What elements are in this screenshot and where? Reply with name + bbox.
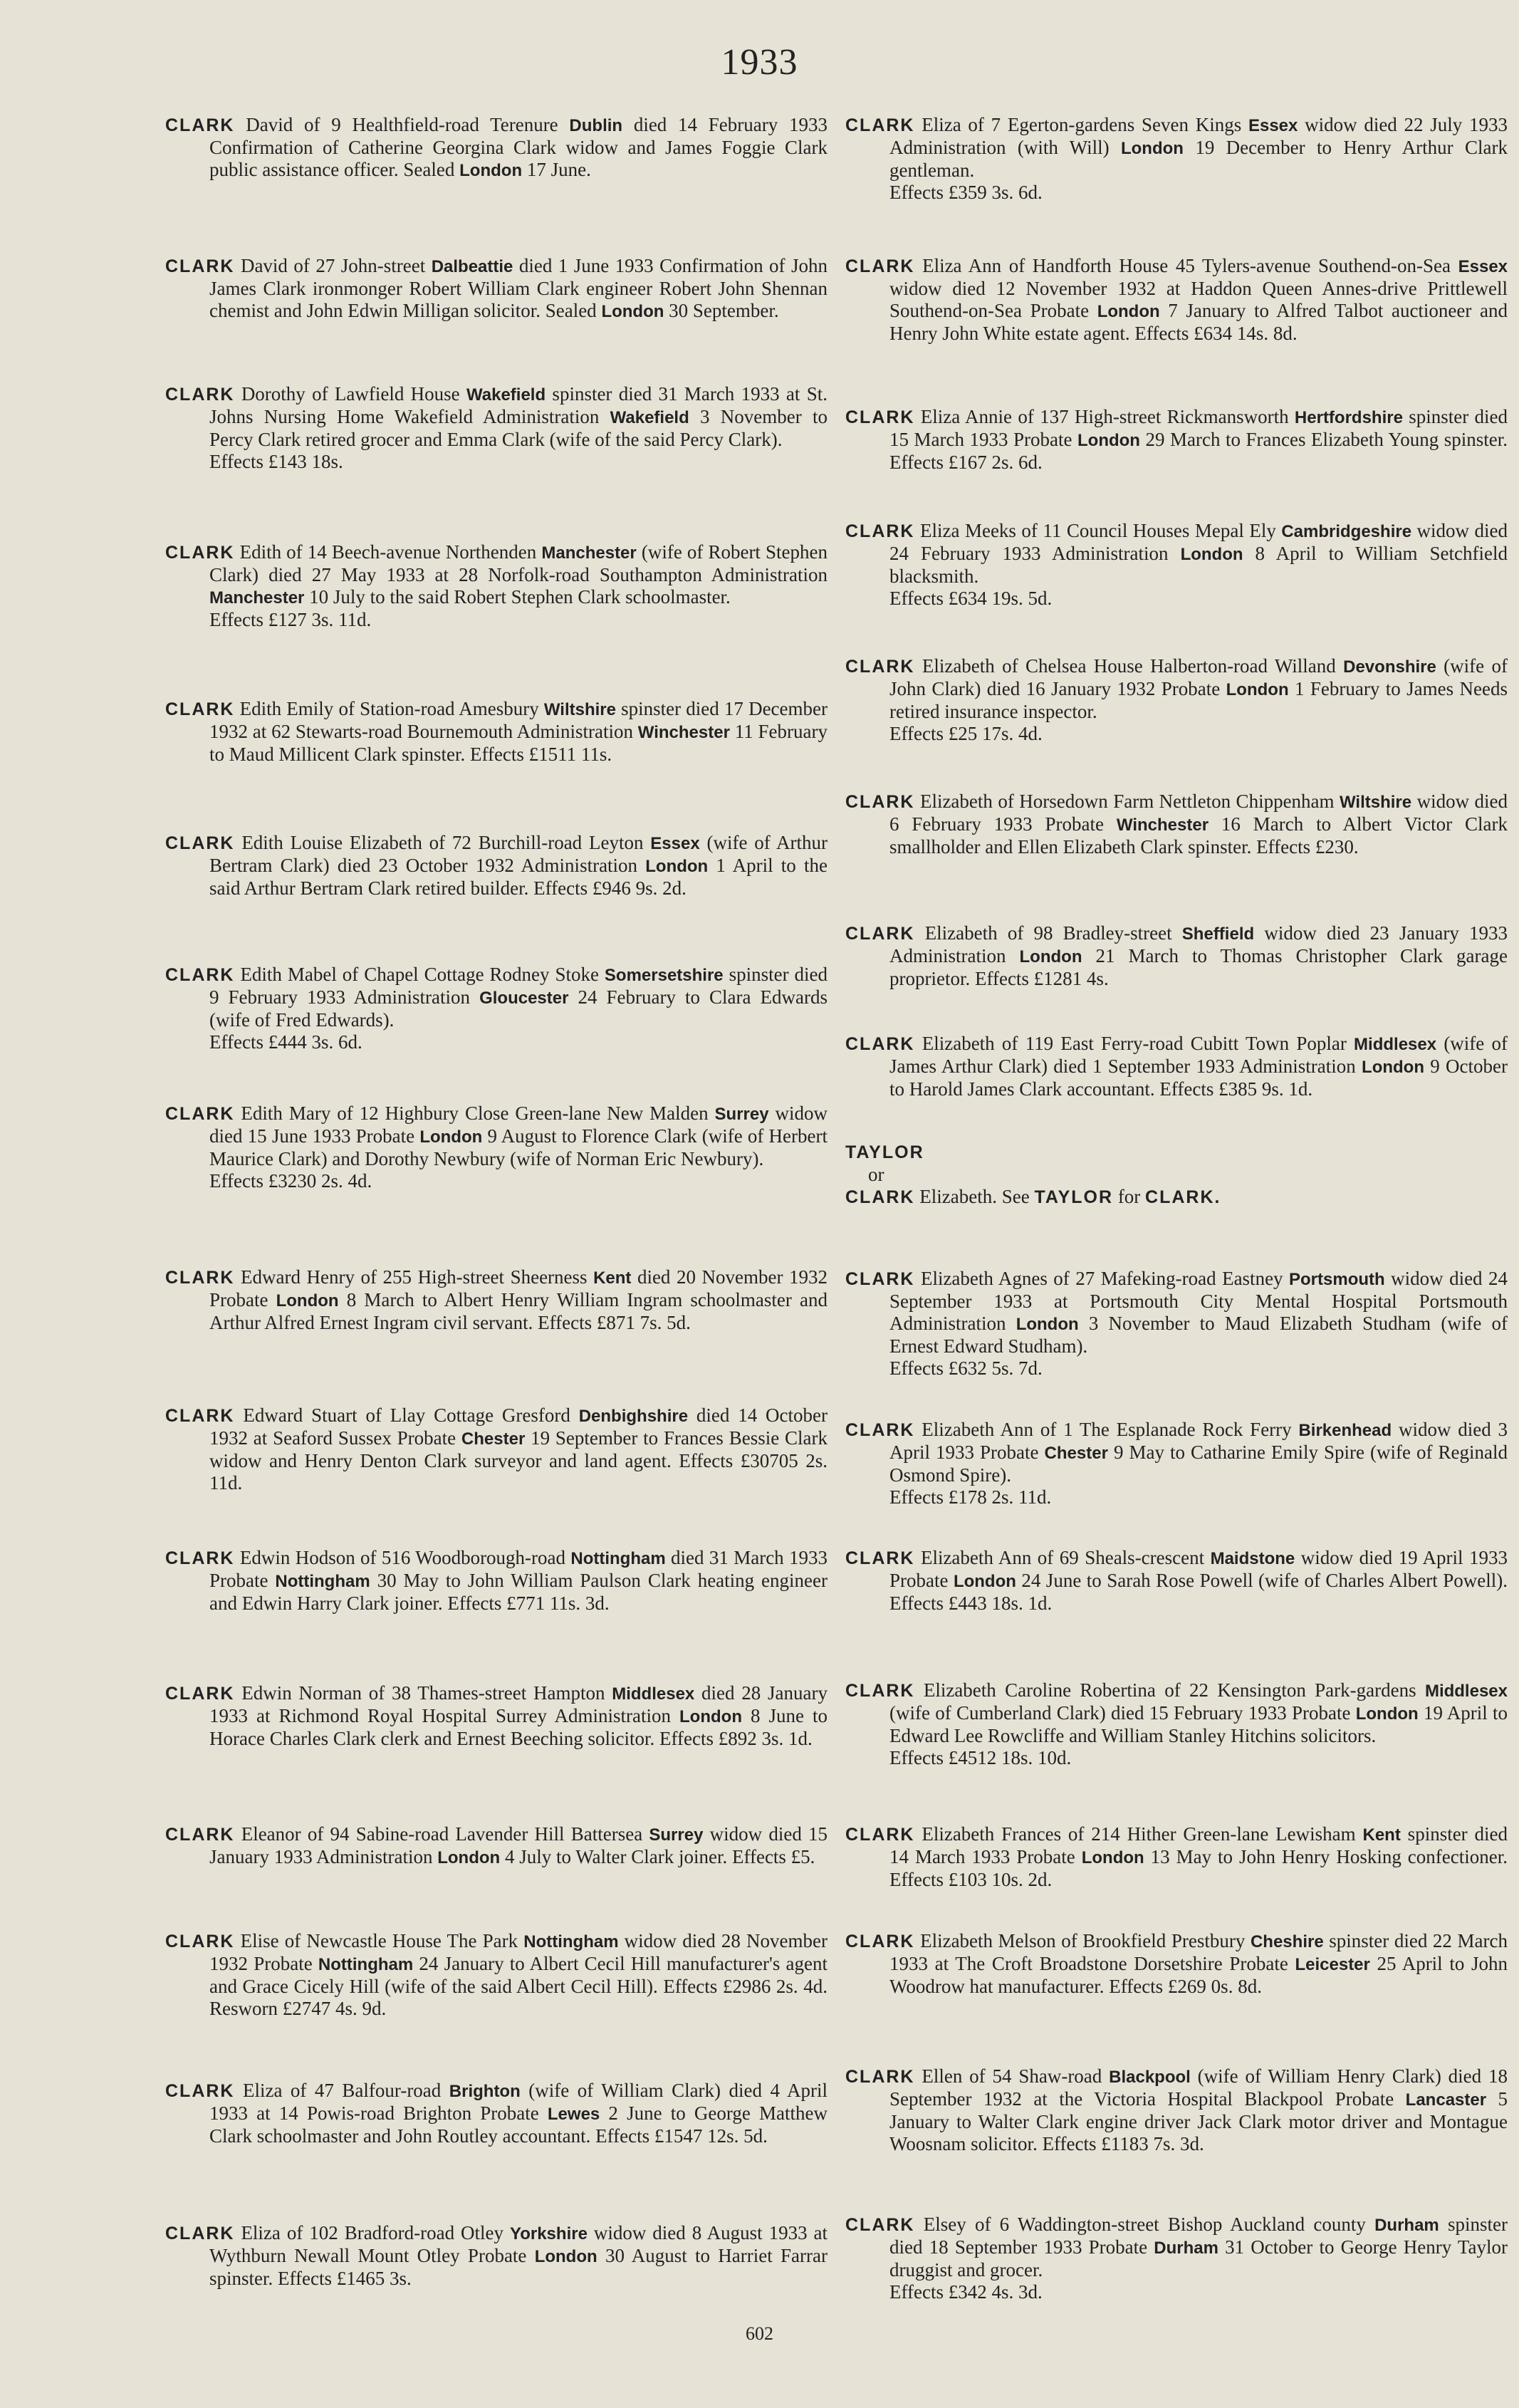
entry-text: Eliza Ann of Handforth House 45 Tylers-avenue Southend-on-Sea <box>922 255 1458 276</box>
entry-surname: CLARK <box>165 2224 235 2243</box>
entry-text: 5 January to Walter Clark engine driver Jack Clark motor driver and Montague Woosnam solicitor. Effects £1183 7s. 3d. <box>889 2088 1508 2154</box>
entry-text: Eliza of 7 Egerton-gardens Seven Kings <box>922 114 1248 135</box>
entry-place: Lewes <box>547 2105 600 2124</box>
entry-text: Elizabeth of Horsedown Farm Nettleton Chippenham <box>919 791 1340 812</box>
entry-text: Edwin Hodson of 516 Woodborough-road <box>239 1547 571 1568</box>
entry-text: 1 February to James Needs retired insurance inspector. <box>889 678 1508 722</box>
entry-surname: CLARK <box>165 543 235 563</box>
entry-text: 11 February to Maud Millicent Clark spinster. Effects £1511 11s. <box>209 721 828 765</box>
entry-text: widow died 22 July 1933 Administration (with Will) <box>889 114 1508 158</box>
entry-text: died 28 January 1933 at Richmond Royal Hospital Surrey Administration <box>209 1682 828 1726</box>
entry-text: Elizabeth Agnes of 27 Mafeking-road Eastney <box>920 1268 1289 1289</box>
probate-entry <box>165 1266 828 1334</box>
entry-place: Hertfordshire <box>1294 408 1403 427</box>
entry-place: London <box>1180 545 1243 564</box>
probate-entry <box>845 520 1508 610</box>
probate-entry <box>165 1682 828 1750</box>
page-year: 1933 <box>721 42 798 83</box>
probate-entry <box>845 255 1508 345</box>
entry-text: David of 9 Healthfield-road Terenure <box>246 114 570 135</box>
entry-place: Essex <box>1458 257 1508 276</box>
entry-surname: CLARK <box>845 115 915 135</box>
entry-text: Edwin Norman of 38 Thames-street Hampton <box>241 1682 612 1704</box>
entry-text: widow died 15 June 1933 Probate <box>209 1103 828 1147</box>
entry-text: spinster died 15 March 1933 Probate <box>889 406 1508 450</box>
entry-text: 30 September. <box>664 300 779 321</box>
entry-text: 24 June to Sarah Rose Powell (wife of Charles Albert Powell). Effects £443 18s. 1d. <box>889 1570 1508 1614</box>
entry-text: widow died 6 February 1933 Probate <box>889 791 1508 835</box>
entry-place: Winchester <box>1116 815 1209 835</box>
entry-text: 16 March to Albert Victor Clark smallholder and Ellen Elizabeth Clark spinster. Effects £230. <box>889 813 1508 858</box>
entry-place: Sheffield <box>1181 924 1255 944</box>
entry-text: Elsey of 6 Waddington-street Bishop Auckland county <box>923 2214 1375 2235</box>
entry-text: widow died 15 January 1933 Administration <box>209 1823 828 1867</box>
entry-place: Winchester <box>637 723 730 742</box>
entry-text: Elizabeth Melson of Brookfield Prestbury <box>920 1930 1251 1951</box>
entry-text: (wife of William Henry Clark) died 18 September 1932 at the Victoria Hospital Blackpool Probate <box>889 2065 1508 2110</box>
entry-place: Blackpool <box>1109 2068 1191 2087</box>
entry-place: London <box>953 1572 1016 1591</box>
entry-place: Wakefield <box>610 408 689 427</box>
entry-place: Wakefield <box>466 385 546 405</box>
entry-text: died 20 November 1932 Probate <box>209 1266 828 1310</box>
entry-text: Ellen of 54 Shaw-road <box>922 2065 1110 2087</box>
probate-entry <box>165 1404 828 1494</box>
entry-surname: CLARK <box>845 792 915 812</box>
entry-text: 7 January to Alfred Talbot auctioneer and Henry John White estate agent. Effects £634 14s. 8d. <box>889 300 1508 344</box>
entry-place: London <box>1016 1315 1079 1334</box>
entry-place: London <box>1077 431 1140 450</box>
entry-surname: CLARK <box>845 1420 915 1440</box>
entry-place: London <box>645 857 709 876</box>
entry-surname: CLARK <box>845 1548 915 1568</box>
entry-effects: Effects £143 18s. <box>209 451 343 472</box>
entry-text: 3 November to Maud Elizabeth Studham (wife of Ernest Edward Studham). <box>889 1313 1508 1357</box>
xref-name-1: TAYLOR <box>845 1142 924 1162</box>
xref-name-2: CLARK <box>845 1187 915 1207</box>
entry-surname: CLARK <box>165 833 235 853</box>
entry-place: London <box>419 1127 483 1147</box>
probate-entry <box>165 964 828 1053</box>
entry-surname: CLARK <box>165 699 235 719</box>
entry-text: Elizabeth Ann of 69 Sheals-crescent <box>920 1547 1211 1568</box>
entry-text: spinster died 18 September 1933 Probate <box>889 2214 1508 2258</box>
entry-surname: CLARK <box>165 1268 235 1288</box>
probate-entry <box>165 832 828 900</box>
entry-place: Maidstone <box>1210 1549 1295 1568</box>
probate-entry <box>845 655 1508 745</box>
entry-surname: CLARK <box>845 1825 915 1845</box>
entry-text: Edith of 14 Beech-avenue Northenden <box>239 541 542 563</box>
entry-surname: CLARK <box>165 1548 235 1568</box>
probate-entry <box>165 1930 828 2020</box>
entry-surname: CLARK <box>845 521 915 541</box>
entry-text: (wife of William Clark) died 4 April 1933 at 14 Powis-road Brighton Probate <box>209 2080 828 2124</box>
entry-place: London <box>1120 139 1184 158</box>
entry-text: Elizabeth of 119 East Ferry-road Cubitt Town Poplar <box>922 1033 1354 1054</box>
entry-text: 19 September to Frances Bessie Clark widow and Henry Denton Clark surveyor and land agent. Effects £30705 2s. 11d. <box>209 1427 828 1494</box>
probate-entry <box>165 541 828 631</box>
entry-place: Dublin <box>569 116 623 135</box>
entry-text: spinster died 22 March 1933 at The Croft Broadstone Dorsetshire Probate <box>889 1930 1508 1974</box>
entry-text: Eliza Annie of 137 High-street Rickmansworth <box>920 406 1295 427</box>
entry-place: London <box>459 161 523 180</box>
xref-or: or <box>868 1164 884 1185</box>
entry-surname: CLARK <box>165 1825 235 1845</box>
entry-place: Chester <box>1044 1444 1108 1463</box>
entry-text: 31 October to George Henry Taylor druggist and grocer. <box>889 2236 1508 2281</box>
entry-place: London <box>601 302 664 321</box>
probate-entry <box>845 1823 1508 1891</box>
probate-entry <box>165 383 828 473</box>
entry-text: 21 March to Thomas Christopher Clark garage proprietor. Effects £1281 4s. <box>889 945 1508 989</box>
probate-entry <box>845 114 1508 204</box>
entry-effects: Effects £359 3s. 6d. <box>889 182 1043 203</box>
entry-surname: CLARK <box>165 1406 235 1426</box>
probate-entry <box>165 1103 828 1192</box>
entry-place: Essex <box>650 834 700 853</box>
entry-text: 8 March to Albert Henry William Ingram schoolmaster and Arthur Alfred Ernest Ingram civil servant. Effects £871 7s. 5d. <box>209 1289 828 1333</box>
entry-effects: Effects £178 2s. 11d. <box>889 1486 1052 1508</box>
entry-place: Middlesex <box>612 1684 695 1704</box>
entry-text: died 14 October 1932 at Seaford Sussex Probate <box>209 1404 828 1449</box>
entry-text: Edward Henry of 255 High-street Sheerness <box>241 1266 594 1288</box>
entry-text: widow died 12 November 1932 at Haddon Queen Annes-drive Prittlewell Southend-on-Sea Probate <box>889 278 1508 321</box>
entry-text: widow died 23 January 1933 Administration <box>889 922 1508 966</box>
entry-text: spinster died 9 February 1933 Administration <box>209 964 828 1008</box>
entry-text: 4 July to Walter Clark joiner. Effects £5. <box>500 1846 815 1867</box>
entry-text: Eliza of 102 Bradford-road Otley <box>241 2222 510 2243</box>
entry-text: 25 April to John Woodrow hat manufacturer. Effects £269 0s. 8d. <box>889 1953 1508 1997</box>
entry-text: 3 November to Percy Clark retired grocer and Emma Clark (wife of the said Percy Clark). <box>209 406 828 450</box>
probate-entry <box>845 922 1508 990</box>
probate-entry <box>845 1268 1508 1380</box>
entry-text: Edith Mabel of Chapel Cottage Rodney Stoke <box>240 964 605 985</box>
probate-entry <box>165 2222 828 2290</box>
entry-surname: CLARK <box>165 1104 235 1124</box>
entry-place: Middlesex <box>1424 1682 1508 1701</box>
entry-text: 30 August to Harriet Farrar spinster. Effects £1465 3s. <box>209 2245 828 2289</box>
entry-surname: CLARK <box>845 1034 915 1054</box>
entry-place: Portsmouth <box>1289 1270 1385 1289</box>
entry-surname: CLARK <box>845 1932 915 1951</box>
entry-text: 24 February to Clara Edwards (wife of Fred Edwards). <box>209 986 828 1031</box>
entry-text: Edith Emily of Station-road Amesbury <box>239 698 544 719</box>
entry-text: David of 27 John-street <box>240 255 432 276</box>
entry-surname: CLARK <box>165 115 235 135</box>
entry-place: London <box>1362 1058 1424 1077</box>
page-number: 602 <box>746 2323 773 2344</box>
entry-effects: Effects £444 3s. 6d. <box>209 1031 362 1053</box>
entry-text: widow died 8 August 1933 at Wythburn Newall Mount Otley Probate <box>209 2222 828 2266</box>
entry-text: 29 March to Frances Elizabeth Young spinster. Effects £167 2s. 6d. <box>889 429 1508 473</box>
entry-effects: Effects £3230 2s. 4d. <box>209 1170 372 1192</box>
entry-place: Essex <box>1248 116 1298 135</box>
entry-text: (wife of Cumberland Clark) died 15 February 1933 Probate <box>889 1702 1356 1724</box>
entry-place: London <box>437 1848 501 1867</box>
entry-surname: CLARK <box>165 385 235 405</box>
entry-text: widow died 24 February 1933 Administration <box>889 520 1508 564</box>
entry-place: London <box>1097 302 1160 321</box>
entry-text: Elise of Newcastle House The Park <box>240 1930 524 1951</box>
probate-entry <box>165 1823 828 1869</box>
entry-surname: CLARK <box>165 2081 235 2101</box>
entry-place: Nottingham <box>570 1549 666 1568</box>
entry-surname: CLARK <box>165 1684 235 1704</box>
entry-text: 8 June to Horace Charles Clark clerk and Ernest Beeching solicitor. Effects £892 3s. 1d. <box>209 1705 828 1749</box>
entry-place: Chester <box>461 1429 526 1449</box>
entry-text: spinster died 31 March 1933 at St. Johns Nursing Home Wakefield Administration <box>209 383 828 427</box>
entry-place: London <box>1226 680 1289 699</box>
entry-text: widow died 19 April 1933 Probate <box>889 1547 1508 1591</box>
entry-place: Middlesex <box>1354 1035 1437 1054</box>
entry-text: Edith Louise Elizabeth of 72 Burchill-road Leyton <box>241 832 651 853</box>
entry-text: 30 May to John William Paulson Clark heating engineer and Edwin Harry Clark joiner. Effects £771 11s. 3d. <box>209 1570 828 1614</box>
entry-place: London <box>1081 1848 1144 1867</box>
xref-for: for <box>1117 1186 1141 1207</box>
entry-text: 10 July to the said Robert Stephen Clark schoolmaster. <box>304 586 731 608</box>
entry-place: Nottingham <box>275 1572 370 1591</box>
entry-text: widow died 3 April 1933 Probate <box>889 1419 1508 1463</box>
entry-text: widow died 28 November 1932 Probate <box>209 1930 828 1974</box>
entry-place: Cheshire <box>1250 1932 1324 1951</box>
entry-text: 9 May to Catharine Emily Spire (wife of Reginald Osmond Spire). <box>889 1442 1508 1486</box>
entry-effects: Effects £25 17s. 4d. <box>889 723 1043 744</box>
entry-place: Dalbeattie <box>431 257 513 276</box>
entry-text: 9 October to Harold James Clark accountant. Effects £385 9s. 1d. <box>889 1056 1508 1100</box>
xref-ref-2: CLARK. <box>1145 1187 1221 1207</box>
probate-entry <box>845 1419 1508 1508</box>
entry-text: 24 January to Albert Cecil Hill manufacturer's agent and Grace Cicely Hill (wife of the said Albert Cecil Hill). Effects £2986 2s. 4d. Resworn £2747 4s. 9d. <box>209 1953 828 2019</box>
probate-entry <box>165 698 828 766</box>
entry-surname: CLARK <box>165 965 235 985</box>
entry-effects: Effects £127 3s. 11d. <box>209 609 372 630</box>
entry-place: Manchester <box>209 588 305 608</box>
entry-place: Cambridgeshire <box>1281 522 1412 541</box>
entry-text: 1 April to the said Arthur Bertram Clark retired builder. Effects £946 9s. 2d. <box>209 855 828 899</box>
entry-surname: CLARK <box>845 1681 915 1701</box>
entry-text: (wife of John Clark) died 16 January 1932 Probate <box>889 655 1508 699</box>
probate-entry <box>165 255 828 323</box>
entry-place: Surrey <box>649 1825 704 1845</box>
probate-entry <box>845 2065 1508 2155</box>
cross-reference <box>845 1141 1508 1209</box>
entry-text: spinster died 14 March 1933 Probate <box>889 1823 1508 1867</box>
entry-text: (wife of James Arthur Clark) died 1 September 1933 Administration <box>889 1033 1508 1077</box>
entry-place: Birkenhead <box>1298 1421 1392 1440</box>
entry-text: Edith Mary of 12 Highbury Close Green-lane New Malden <box>241 1103 715 1124</box>
entry-place: Wiltshire <box>543 700 616 719</box>
entry-place: Brighton <box>449 2082 521 2101</box>
entry-surname: CLARK <box>845 2215 915 2235</box>
entry-text: Elizabeth Frances of 214 Hither Green-lane Lewisham <box>922 1823 1363 1845</box>
entry-place: Durham <box>1374 2216 1439 2235</box>
entry-text: Eliza Meeks of 11 Council Houses Mepal Ely <box>920 520 1282 541</box>
entry-place: Manchester <box>541 543 637 563</box>
entry-effects: Effects £4512 18s. 10d. <box>889 1747 1072 1768</box>
probate-entry <box>165 2080 828 2147</box>
entry-text: spinster died 17 December 1932 at 62 Stewarts-road Bournemouth Administration <box>209 698 828 742</box>
entry-text: 17 June. <box>522 159 591 180</box>
entry-place: Nottingham <box>318 1955 414 1974</box>
probate-entry <box>845 1679 1508 1769</box>
entry-place: London <box>534 2247 597 2266</box>
entry-place: London <box>1355 1704 1419 1724</box>
probate-entry <box>845 1930 1508 1998</box>
entry-text: Elizabeth of 98 Bradley-street <box>924 922 1182 944</box>
entry-place: London <box>1019 947 1082 966</box>
entry-surname: CLARK <box>845 256 915 276</box>
entry-surname: CLARK <box>845 924 915 944</box>
entry-text: 13 May to John Henry Hosking confectioner. Effects £103 10s. 2d. <box>889 1846 1508 1890</box>
entry-text: Elizabeth Caroline Robertina of 22 Kensington Park-gardens <box>923 1679 1425 1701</box>
entry-text: died 1 June 1933 Confirmation of John James Clark ironmonger Robert William Clark engineer Robert John Shennan chemist and John Edwin Milligan solicitor. Sealed <box>209 255 828 321</box>
entry-text: Elizabeth of Chelsea House Halberton-road Willand <box>922 655 1344 677</box>
entry-surname: CLARK <box>845 2067 915 2087</box>
entry-effects: Effects £634 19s. 5d. <box>889 588 1053 609</box>
entry-surname: CLARK <box>165 1932 235 1951</box>
probate-entry <box>845 2214 1508 2303</box>
entry-text: 19 April to Edward Lee Rowcliffe and William Stanley Hitchins solicitors. <box>889 1702 1508 1746</box>
entry-text: 9 August to Florence Clark (wife of Herbert Maurice Clark) and Dorothy Newbury (wife of Norman Eric Newbury). <box>209 1125 828 1169</box>
entry-place: Durham <box>1154 2238 1218 2258</box>
entry-place: Yorkshire <box>509 2224 588 2243</box>
entry-surname: CLARK <box>845 1269 915 1289</box>
entry-text: died 31 March 1933 Probate <box>209 1547 828 1591</box>
entry-effects: Effects £632 5s. 7d. <box>889 1357 1043 1379</box>
probate-entry <box>845 406 1508 474</box>
entry-text: 19 December to Henry Arthur Clark gentleman. <box>889 137 1508 181</box>
entry-place: Leicester <box>1295 1955 1370 1974</box>
probate-entry <box>845 1033 1508 1100</box>
entry-text: Eleanor of 94 Sabine-road Lavender Hill Battersea <box>241 1823 649 1845</box>
entry-surname: CLARK <box>165 256 235 276</box>
probate-entry <box>845 1547 1508 1615</box>
entry-place: Nottingham <box>523 1932 619 1951</box>
entry-place: Surrey <box>714 1105 769 1124</box>
entry-text: (wife of Arthur Bertram Clark) died 23 October 1932 Administration <box>209 832 828 876</box>
entry-surname: CLARK <box>845 657 915 677</box>
probate-entry <box>845 791 1508 858</box>
entry-text: died 14 February 1933 Confirmation of Catherine Georgina Clark widow and James Foggie Clark public assistance officer. Sealed <box>209 114 828 180</box>
entry-place: London <box>276 1291 339 1310</box>
entry-text: Elizabeth Ann of 1 The Esplanade Rock Ferry <box>922 1419 1299 1440</box>
entry-place: Lancaster <box>1405 2090 1487 2110</box>
probate-entry <box>165 114 828 182</box>
probate-entry <box>165 1547 828 1615</box>
entry-text: Eliza of 47 Balfour-road <box>242 2080 449 2101</box>
entry-place: Devonshire <box>1343 657 1436 677</box>
xref-ref-1: TAYLOR <box>1034 1187 1114 1207</box>
entry-text: Edward Stuart of Llay Cottage Gresford <box>243 1404 579 1426</box>
entry-place: Wiltshire <box>1339 793 1412 812</box>
entry-place: Kent <box>593 1268 632 1288</box>
entry-text: widow died 24 September 1933 at Portsmouth City Mental Hospital Portsmouth Administration <box>889 1268 1508 1334</box>
entry-place: Denbighshire <box>578 1407 689 1426</box>
entry-text: 8 April to William Setchfield blacksmith. <box>889 543 1508 587</box>
entry-place: London <box>679 1707 742 1726</box>
entry-effects: Effects £342 4s. 3d. <box>889 2281 1043 2303</box>
entry-place: Somersetshire <box>604 966 724 985</box>
entry-text: 2 June to George Matthew Clark schoolmaster and John Routley accountant. Effects £1547 12s. 5d. <box>209 2102 828 2147</box>
entry-text: Dorothy of Lawfield House <box>241 383 466 405</box>
xref-text: Elizabeth. See <box>919 1186 1030 1207</box>
entry-place: Gloucester <box>479 989 569 1008</box>
entry-text: (wife of Robert Stephen Clark) died 27 May 1933 at 28 Norfolk-road Southampton Administration <box>209 541 828 585</box>
entry-surname: CLARK <box>845 407 915 427</box>
entry-place: Kent <box>1362 1825 1401 1845</box>
